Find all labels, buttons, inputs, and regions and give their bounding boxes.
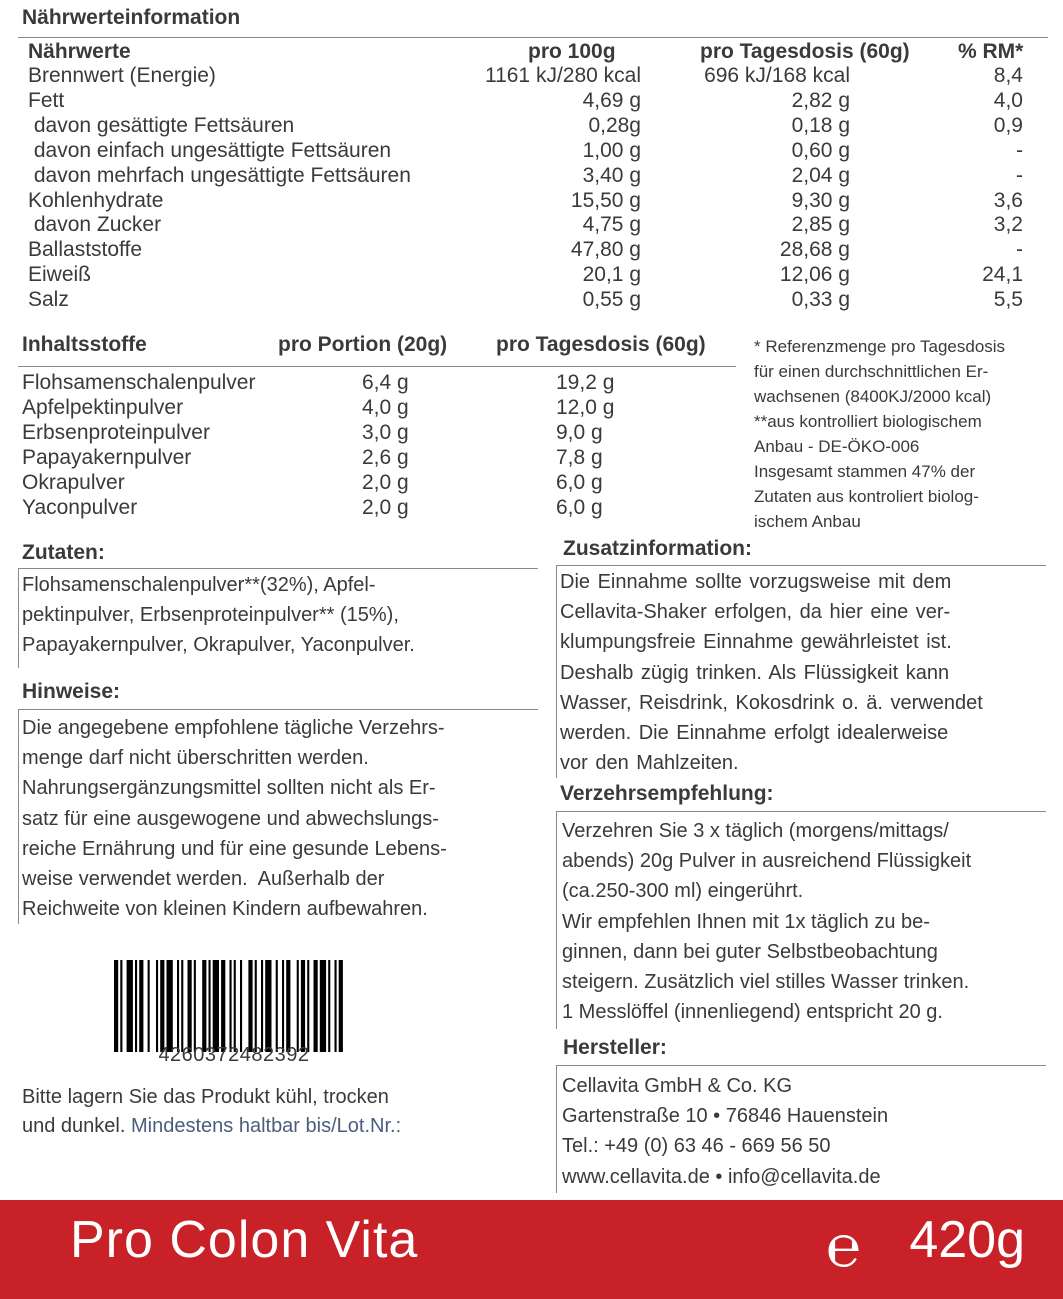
ingredient-row (0, 496, 740, 521)
header-pro-portion: pro Portion (20g) (278, 333, 448, 356)
ingredients-header-row (0, 333, 740, 361)
value-per-100g: 1161 kJ/280 kcal (484, 64, 641, 87)
storage-note (22, 1083, 401, 1141)
value-per-day: 7,8 g (556, 446, 603, 469)
divider (556, 1065, 1046, 1066)
value-per-day: 2,82 g (791, 88, 850, 112)
value-per-day: 6,0 g (556, 471, 603, 494)
ingredient-name: Erbsenproteinpulver (22, 421, 210, 444)
nutrition-row (0, 64, 1063, 89)
nutrition-row (0, 263, 1063, 288)
ingredient-name: Okrapulver (22, 471, 125, 494)
nutrient-name: davon mehrfach ungesättigte Fettsäuren (28, 163, 411, 187)
barcode-bar (127, 960, 133, 1052)
value-rm: 24,1 (982, 263, 1023, 287)
value-per-portion: 6,4 g (362, 371, 409, 394)
divider (18, 709, 19, 924)
divider (556, 1065, 557, 1193)
value-per-100g: 15,50 g (570, 188, 641, 212)
barcode-bar (282, 960, 284, 1052)
value-per-day: 9,0 g (556, 421, 603, 444)
ingredient-name: Yaconpulver (22, 496, 138, 519)
value-per-day: 2,04 g (791, 163, 850, 187)
divider (18, 568, 19, 668)
hersteller-text: Cellavita GmbH & Co. KG Gartenstraße 10 • 76846 Hauenstein Tel.: +49 (0) 63 46 - 669 56 50 www.cellavita.de • info@cellavita.de (562, 1075, 889, 1188)
barcode-bar (120, 960, 122, 1052)
barcode-number: 4260372482392 (158, 1044, 310, 1066)
ingredient-row (0, 396, 740, 421)
value-per-100g: 0,28g (588, 113, 641, 137)
ingredient-row (0, 371, 740, 396)
barcode-bar (181, 960, 183, 1052)
divider (18, 366, 736, 367)
zutaten-title: Zutaten: (22, 541, 105, 564)
barcode-bar (240, 960, 242, 1052)
barcode-bar (139, 960, 143, 1052)
nutrient-name: davon Zucker (28, 213, 162, 237)
verzehr-text: Verzehren Sie 3 x täglich (morgens/mittags/ abends) 20g Pulver in ausreichend Flüssigkeit (ca.250-300 ml) eingerührt. Wir empfehlen Ihnen mit 1x täglich zu be- ginnen, dann bei guter Selbstbeobachtung steigern. Zusätzlich viel stilles Wasser trinken. 1 Messlöffel (innenliegend) entspricht 20 g. (562, 820, 972, 1024)
value-rm: - (1016, 163, 1023, 187)
zutaten-text: Flohsamenschalenpulver**(32%), Apfel- pektinpulver, Erbsenproteinpulver** (15%), Papayakernpulver, Okrapulver, Yaconpulver. (22, 574, 415, 657)
value-rm: 0,9 (993, 113, 1023, 137)
barcode-bar (307, 960, 309, 1052)
nutrient-name: Salz (28, 288, 69, 312)
hinweise-text: Die angegebene empfohlene tägliche Verzehrs- menge darf nicht überschritten werden. Nahrungsergänzungsmittel sollten nicht als Er- satz für eine ausgewogene und abwechslungs- reiche Ernährung und für eine gesunde Lebens- weise verwendet werden. Außerhalb der Reichweite von kleinen Kindern aufbewahren. (22, 717, 447, 921)
value-per-day: 0,18 g (791, 113, 850, 137)
value-per-portion: 3,0 g (362, 421, 409, 444)
nutrient-name: Eiweiß (28, 263, 92, 287)
value-rm: 4,0 (993, 88, 1023, 112)
value-per-100g: 4,75 g (582, 213, 641, 237)
value-per-portion: 4,0 g (362, 396, 409, 419)
barcode-bar (167, 960, 173, 1052)
nutrition-row (0, 189, 1063, 214)
barcode-bar (135, 960, 137, 1052)
barcode-bar (209, 960, 211, 1052)
nutrition-title: Nährwerteinformation (22, 6, 241, 29)
header-pro-tagesdosis: pro Tagesdosis (60g) (700, 40, 910, 63)
barcode-bar (156, 960, 158, 1052)
divider (18, 568, 538, 569)
barcode-bar (320, 960, 326, 1052)
value-per-day: 6,0 g (556, 496, 603, 519)
nutrition-row (0, 213, 1063, 238)
estimated-sign-icon: ℮ (826, 1214, 861, 1279)
storage-line-2: und dunkel. (22, 1115, 131, 1137)
hersteller-title: Hersteller: (563, 1036, 667, 1059)
value-per-day: 2,85 g (791, 213, 850, 237)
barcode-bar (265, 960, 271, 1052)
barcode-bar (114, 960, 118, 1052)
barcode-bar (148, 960, 150, 1052)
barcode-bar (261, 960, 263, 1052)
barcode-bar (194, 960, 196, 1052)
value-per-day: 12,0 g (556, 396, 615, 419)
value-per-100g: 1,00 g (582, 138, 641, 162)
nutrition-row (0, 139, 1063, 164)
value-per-100g: 4,69 g (582, 88, 641, 112)
value-per-portion: 2,0 g (362, 471, 409, 494)
value-per-portion: 2,0 g (362, 496, 409, 519)
ingredient-row (0, 471, 740, 496)
value-per-day: 28,68 g (779, 238, 850, 262)
barcode-bar (301, 960, 305, 1052)
header-pro-100g: pro 100g (528, 40, 616, 63)
value-rm: - (1016, 138, 1023, 162)
barcode-bar (335, 960, 337, 1052)
value-per-day: 9,30 g (791, 188, 850, 212)
barcode-bar (213, 960, 219, 1052)
barcode-bar (297, 960, 299, 1052)
header-pro-tagesdosis-ing: pro Tagesdosis (60g) (496, 333, 706, 356)
value-rm: 3,6 (993, 188, 1023, 212)
value-per-100g: 20,1 g (582, 263, 641, 287)
value-per-day: 19,2 g (556, 371, 615, 394)
ingredient-name: Papayakernpulver (22, 446, 192, 469)
value-rm: 8,4 (993, 64, 1023, 87)
barcode-bar (177, 960, 179, 1052)
footnote: * Referenzmenge pro Tagesdosis für einen durchschnittlichen Er- wachsenen (8400KJ/2000 kcal) **aus kontrolliert biologischem Anbau - DE-ÖKO-006 Insgesamt stammen 47% der Zutaten aus kontroliert biolog- ischem Anbau (754, 337, 1006, 531)
hinweise-title: Hinweise: (22, 680, 121, 703)
zusatz-text: Die Einnahme sollte vorzugsweise mit dem Cellavita-Shaker erfolgen, da hier eine ver- klumpungsfreie Einnahme gewährleistet ist. Deshalb zügig trinken. Als Flüssigkeit kann Wasser, Reisdrink, Kokosdrink o. ä. verwendet werden. Die Einnahme erfolgt idealerweise vor den Mahlzeiten. (560, 571, 983, 775)
barcode-bar (339, 960, 343, 1052)
ingredient-name: Apfelpektinpulver (22, 396, 184, 419)
barcode-bar (255, 960, 257, 1052)
barcode-bar (221, 960, 225, 1052)
value-per-day: 696 kJ/168 kcal (704, 64, 850, 87)
verzehr-title: Verzehrsempfehlung: (560, 782, 774, 805)
divider (556, 565, 1046, 566)
barcode-bar (202, 960, 206, 1052)
barcode-bar (286, 960, 290, 1052)
nutrition-row (0, 238, 1063, 263)
nutrient-name: davon einfach ungesättigte Fettsäuren (28, 138, 392, 162)
nutrient-name: Brennwert (Energie) (28, 64, 216, 87)
header-inhaltsstoffe: Inhaltsstoffe (22, 333, 147, 356)
ingredient-name: Flohsamenschalenpulver (22, 371, 256, 394)
value-per-day: 0,60 g (791, 138, 850, 162)
nutrient-name: Ballaststoffe (28, 238, 143, 262)
storage-line-1: Bitte lagern Sie das Produkt kühl, trocken (22, 1086, 389, 1108)
ingredient-row (0, 446, 740, 471)
value-per-100g: 3,40 g (582, 163, 641, 187)
value-per-100g: 47,80 g (570, 238, 641, 262)
nutrition-row (0, 89, 1063, 114)
nutrition-row (0, 114, 1063, 139)
header-naehrwerte: Nährwerte (28, 40, 131, 63)
zusatz-title: Zusatzinformation: (563, 537, 752, 560)
value-rm: - (1016, 238, 1023, 262)
value-rm: 5,5 (993, 288, 1023, 312)
barcode-bar (188, 960, 192, 1052)
nutrition-row (0, 164, 1063, 189)
divider (18, 37, 1048, 38)
barcode-bar (230, 960, 232, 1052)
value-rm: 3,2 (993, 213, 1023, 237)
divider (18, 709, 538, 710)
net-weight: 420g (909, 1211, 1025, 1269)
nutrient-name: Fett (28, 88, 65, 112)
nutrition-row (0, 288, 1063, 313)
barcode-bar (234, 960, 236, 1052)
ingredient-row (0, 421, 740, 446)
divider (556, 811, 1046, 812)
value-per-day: 0,33 g (791, 288, 850, 312)
barcode-bar (314, 960, 318, 1052)
barcode-bar (328, 960, 330, 1052)
barcode-bar (276, 960, 278, 1052)
value-per-day: 12,06 g (779, 263, 850, 287)
value-per-100g: 0,55 g (582, 288, 641, 312)
best-before-label: Mindestens haltbar bis/Lot.Nr.: (130, 1115, 402, 1137)
barcode-bar (248, 960, 252, 1052)
header-rm: % RM* (958, 40, 1024, 63)
nutrient-name: davon gesättigte Fettsäuren (28, 113, 295, 137)
product-name: Pro Colon Vita (70, 1211, 419, 1269)
divider (556, 811, 557, 1029)
nutrient-name: Kohlenhydrate (28, 188, 164, 212)
divider (556, 565, 557, 778)
barcode-bar (160, 960, 164, 1052)
value-per-portion: 2,6 g (362, 446, 409, 469)
